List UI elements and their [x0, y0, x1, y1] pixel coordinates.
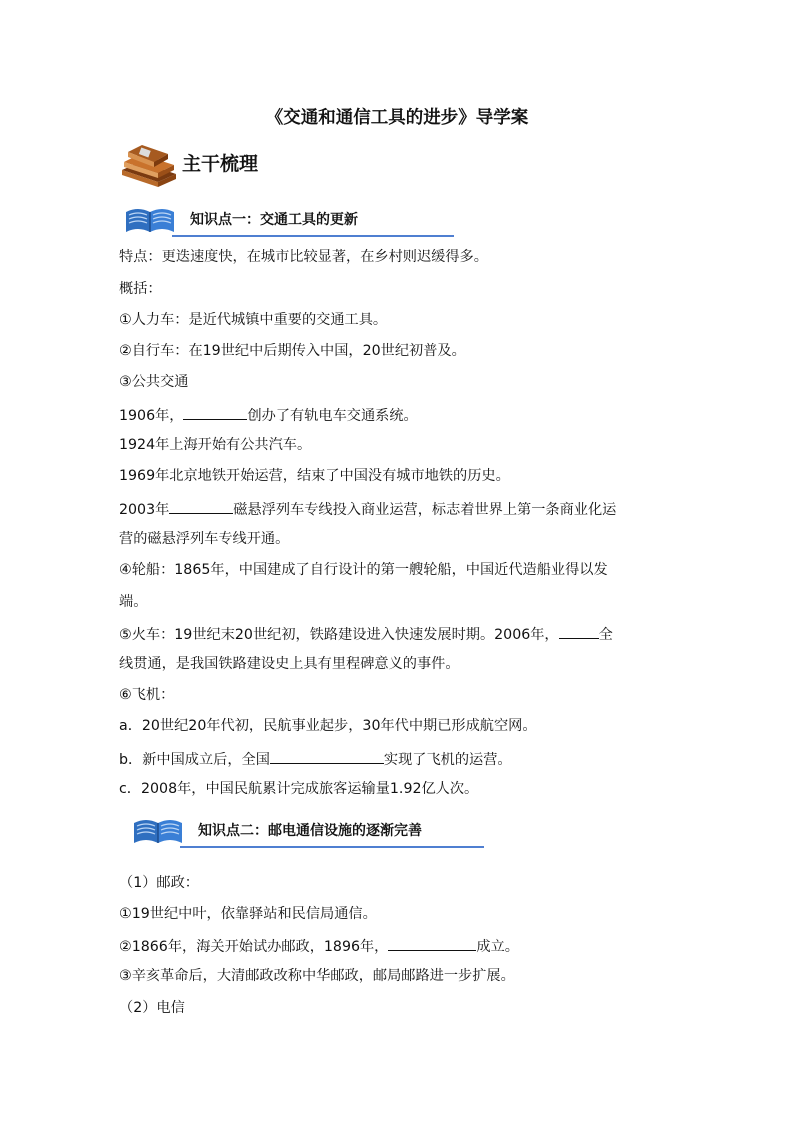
text-line: （1）邮政：: [119, 875, 199, 891]
text-line: 概括：: [119, 281, 162, 297]
text-segment: 1906年，: [119, 408, 184, 424]
text-line: 线贯通，是我国铁路建设史上具有里程碑意义的事件。: [119, 656, 460, 672]
text-line: [119, 749, 512, 769]
text-segment: 实现了飞机的运营。: [383, 752, 512, 768]
text-line: a．20世纪20年代初，民航事业起步，30年代中期已形成航空网。: [119, 718, 537, 734]
text-line: [119, 936, 519, 956]
section-heading: [118, 140, 318, 188]
text-line: ③公共交通: [119, 374, 189, 390]
text-line: [119, 624, 613, 644]
knowledge-point-1-title: 知识点一：交通工具的更新: [190, 212, 358, 228]
fill-in-blank[interactable]: [183, 405, 247, 420]
text-line: c．2008年，中国民航累计完成旅客运输量1.92亿人次。: [119, 781, 479, 797]
knowledge-point-2-heading: [132, 815, 484, 849]
text-line: [119, 405, 418, 425]
text-segment: 成立。: [476, 939, 519, 955]
text-line: 端。: [119, 594, 148, 610]
text-line: ④轮船：1865年，中国建成了自行设计的第一艘轮船，中国近代造船业得以发: [119, 562, 608, 578]
fill-in-blank[interactable]: [270, 749, 384, 764]
text-segment: 磁悬浮列车专线投入商业运营，标志着世界上第一条商业化运: [233, 502, 617, 518]
text-line: ①人力车：是近代城镇中重要的交通工具。: [119, 312, 388, 328]
knowledge-point-1-underline: [172, 235, 454, 237]
text-line: 营的磁悬浮列车专线开通。: [119, 531, 290, 547]
text-line: 特点：更迭速度快，在城市比较显著，在乡村则迟缓得多。: [119, 249, 488, 265]
open-book-icon: [132, 815, 184, 845]
text-line: 1969年北京地铁开始运营，结束了中国没有城市地铁的历史。: [119, 468, 510, 484]
fill-in-blank[interactable]: [559, 624, 599, 639]
text-line: ①19世纪中叶，依靠驿站和民信局通信。: [119, 906, 377, 922]
text-segment: 全: [598, 627, 613, 643]
text-line: （2）电信: [119, 1000, 185, 1016]
text-line: ②自行车：在19世纪中后期传入中国，20世纪初普及。: [119, 343, 466, 359]
text-segment: b．新中国成立后，全国: [119, 752, 270, 768]
knowledge-point-1-heading: [124, 204, 454, 238]
text-segment: ②1866年，海关开始试办邮政，1896年，: [119, 939, 389, 955]
text-line: [119, 499, 616, 519]
page-title: 《交通和通信工具的进步》导学案: [265, 108, 529, 128]
text-line: ③辛亥革命后，大清邮政改称中华邮政，邮局邮路进一步扩展。: [119, 968, 515, 984]
text-segment: 2003年: [119, 502, 170, 518]
knowledge-point-2-title: 知识点二：邮电通信设施的逐渐完善: [198, 823, 422, 839]
text-segment: 创办了有轨电车交通系统。: [247, 408, 418, 424]
text-segment: ⑤火车：19世纪末20世纪初，铁路建设进入快速发展时期。2006年，: [119, 627, 559, 643]
section-title: 主干梳理: [182, 153, 259, 175]
fill-in-blank[interactable]: [169, 499, 233, 514]
open-book-icon: [124, 204, 176, 234]
fill-in-blank[interactable]: [388, 936, 476, 951]
books-icon: [118, 140, 180, 188]
text-line: 1924年上海开始有公共汽车。: [119, 437, 312, 453]
knowledge-point-2-underline: [180, 846, 484, 848]
text-line: ⑥飞机：: [119, 687, 175, 703]
